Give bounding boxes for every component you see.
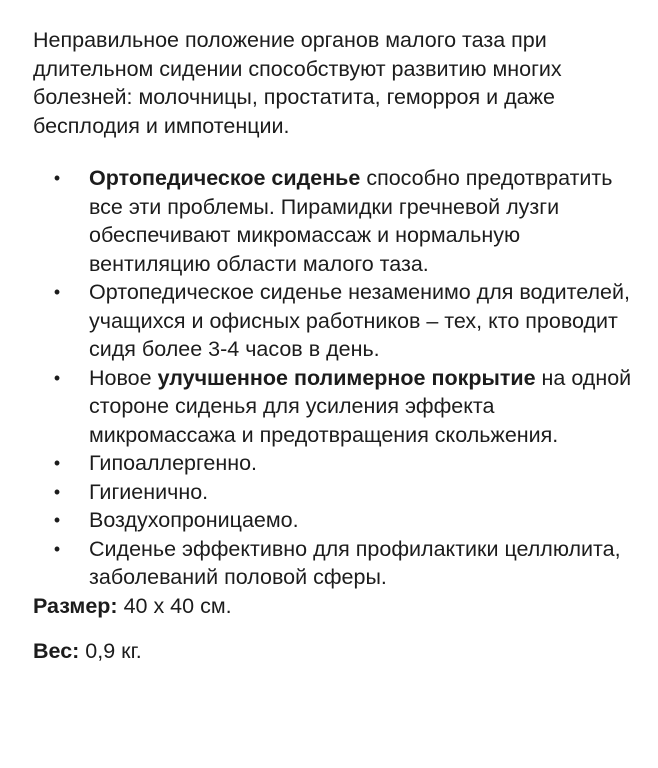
- weight-spec: [33, 637, 633, 666]
- weight-label: Вес:: [33, 639, 80, 663]
- list-item-prefix: Гипоаллергенно.: [89, 451, 258, 475]
- size-label: Размер:: [33, 593, 118, 618]
- list-item-text: способно предотвратить все эти проблемы. Пирамидки гречневой лузги обеспечивают микромассаж и нормальную вентиляцию области малого таза.: [89, 166, 613, 276]
- bullet-icon: •: [53, 168, 61, 188]
- bullet-icon: •: [53, 453, 61, 473]
- list-item: [33, 535, 633, 592]
- size-spec: [33, 592, 633, 621]
- bullet-icon: •: [53, 510, 61, 530]
- list-item-prefix: Ортопедическое сиденье незаменимо для водителей, учащихся и офисных работников – тех, кто проводит сидя более 3-4 часов в день.: [89, 280, 630, 361]
- intro-paragraph: Неправильное положение органов малого таза при длительном сидении способствуют развитию многих болезней: молочницы, простатита, геморроя и даже бесплодия и импотенции.: [33, 28, 562, 138]
- size-value: 40 х 40 см.: [117, 593, 232, 618]
- list-item: [33, 164, 633, 278]
- list-item-bold: Ортопедическое сиденье: [89, 166, 361, 190]
- list-item-bold: улучшенное полимерное покрытие: [157, 365, 536, 390]
- document: [33, 26, 633, 666]
- list-item: [33, 449, 633, 478]
- list-item: [33, 278, 633, 364]
- list-item-text: на одной стороне сиденья для усиления эффекта микромассажа и предотвращения скольжения.: [89, 365, 632, 447]
- bullet-icon: •: [53, 282, 61, 302]
- bullet-icon: •: [53, 481, 61, 502]
- list-item-prefix: Гигиенично.: [89, 479, 209, 504]
- list-item-prefix: Воздухопроницаемо.: [89, 508, 299, 532]
- bullet-icon: •: [53, 538, 61, 559]
- list-item: [33, 478, 633, 507]
- bullet-icon: •: [53, 367, 61, 388]
- list-item-prefix: Сиденье эффективно для профилактики целлюлита, заболеваний половой сферы.: [89, 536, 621, 589]
- list-item: [33, 506, 633, 535]
- list-item-prefix: Новое: [89, 365, 158, 390]
- weight-value: 0,9 кг.: [79, 639, 142, 663]
- list-item: [33, 364, 633, 450]
- feature-list: [33, 164, 633, 592]
